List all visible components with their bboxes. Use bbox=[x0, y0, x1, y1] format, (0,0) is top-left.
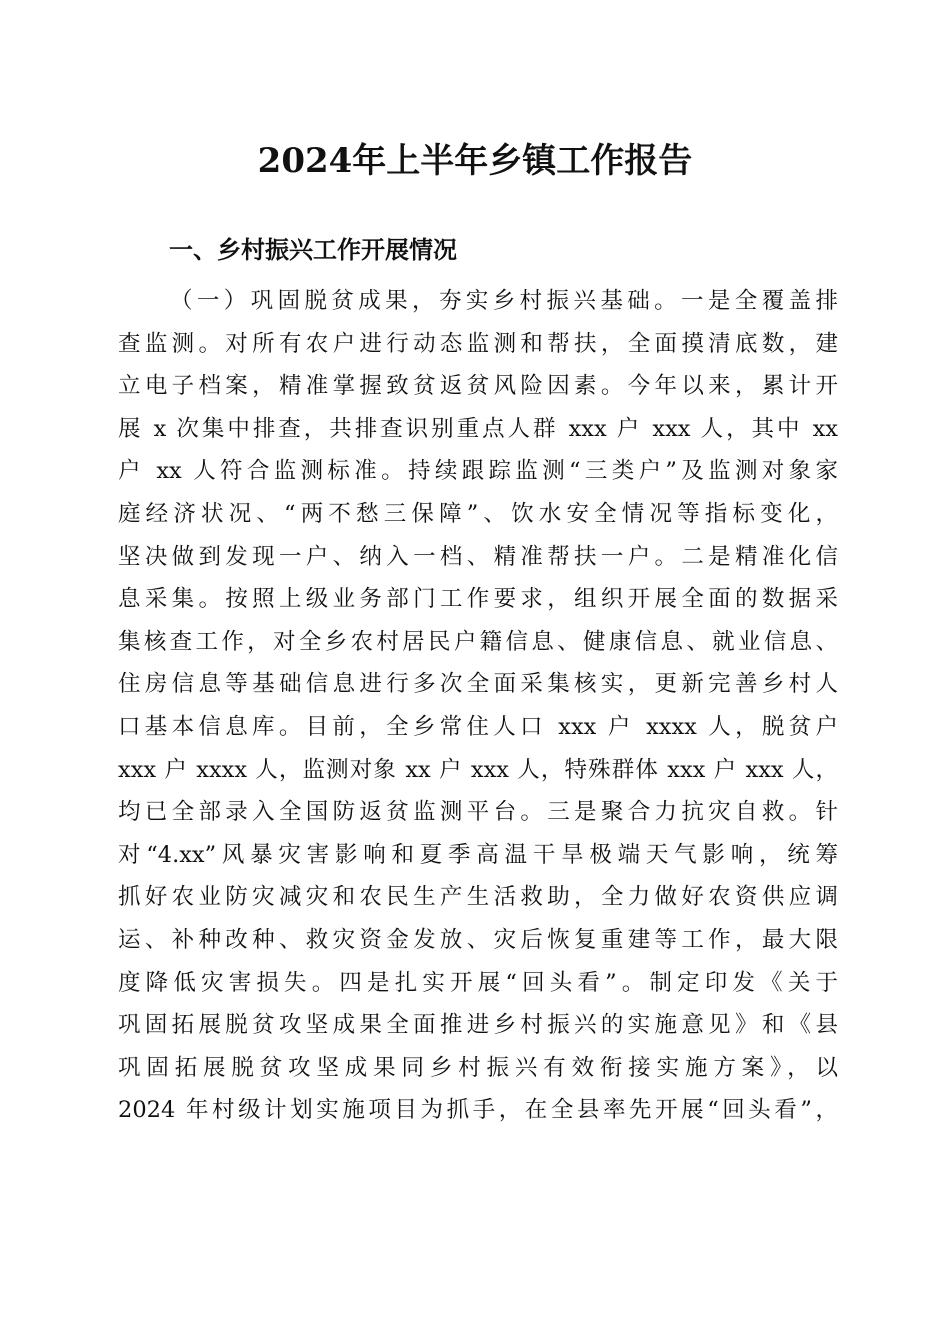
section-heading: 一、乡村振兴工作开展情况 bbox=[169, 236, 457, 264]
paragraph-line: 息采集。按照上级业务部门工作要求，组织开展全面的数据采 bbox=[118, 586, 838, 613]
paragraph-line: 对“4.xx”风暴灾害影响和夏季高温干旱极端天气影响，统筹 bbox=[118, 841, 838, 868]
paragraph-line: 运、补种改种、救灾资金发放、灾后恢复重建等工作，最大限 bbox=[118, 926, 838, 953]
paragraph-line: xxx 户 xxxx 人，监测对象 xx 户 xxx 人，特殊群体 xxx 户 xxx 人， bbox=[118, 756, 838, 783]
paragraph-line: 2024 年村级计划实施项目为抓手，在全县率先开展“回头看”， bbox=[118, 1097, 838, 1124]
paragraph-line: 立电子档案，精准掌握致贫返贫风险因素。今年以来，累计开 bbox=[118, 373, 838, 400]
paragraph-line: 坚决做到发现一户、纳入一档、精准帮扶一户。二是精准化信 bbox=[118, 543, 838, 570]
paragraph-line: 巩固拓展脱贫攻坚成果同乡村振兴有效衔接实施方案》，以 bbox=[118, 1054, 838, 1081]
paragraph-line: 户 xx 人符合监测标准。持续跟踪监测“三类户”及监测对象家 bbox=[118, 458, 838, 485]
paragraph-line: 抓好农业防灾减灾和农民生产生活救助，全力做好农资供应调 bbox=[118, 884, 838, 911]
paragraph-line: 查监测。对所有农户进行动态监测和帮扶，全面摸清底数，建 bbox=[118, 330, 838, 357]
paragraph-line: 集核查工作，对全乡农村居民户籍信息、健康信息、就业信息、 bbox=[118, 628, 838, 655]
paragraph-line: 口基本信息库。目前，全乡常住人口 xxx 户 xxxx 人，脱贫户 bbox=[118, 713, 838, 740]
paragraph-line: 庭经济状况、“两不愁三保障”、饮水安全情况等指标变化， bbox=[118, 500, 838, 527]
paragraph-line: 展 x 次集中排查，共排查识别重点人群 xxx 户 xxx 人，其中 xx bbox=[118, 415, 838, 442]
paragraph-line: 度降低灾害损失。四是扎实开展“回头看”。制定印发《关于 bbox=[118, 969, 838, 996]
body-paragraph bbox=[118, 280, 838, 1132]
paragraph-line: （一）巩固脱贫成果，夯实乡村振兴基础。一是全覆盖排 bbox=[170, 288, 838, 314]
paragraph-line: 均已全部录入全国防返贫监测平台。三是聚合力抗灾自救。针 bbox=[118, 799, 838, 826]
paragraph-line: 巩固拓展脱贫攻坚成果全面推进乡村振兴的实施意见》和《县 bbox=[118, 1012, 838, 1039]
paragraph-line: 住房信息等基础信息进行多次全面采集核实，更新完善乡村人 bbox=[118, 671, 838, 698]
document-title: 2024年上半年乡镇工作报告 bbox=[257, 141, 693, 181]
